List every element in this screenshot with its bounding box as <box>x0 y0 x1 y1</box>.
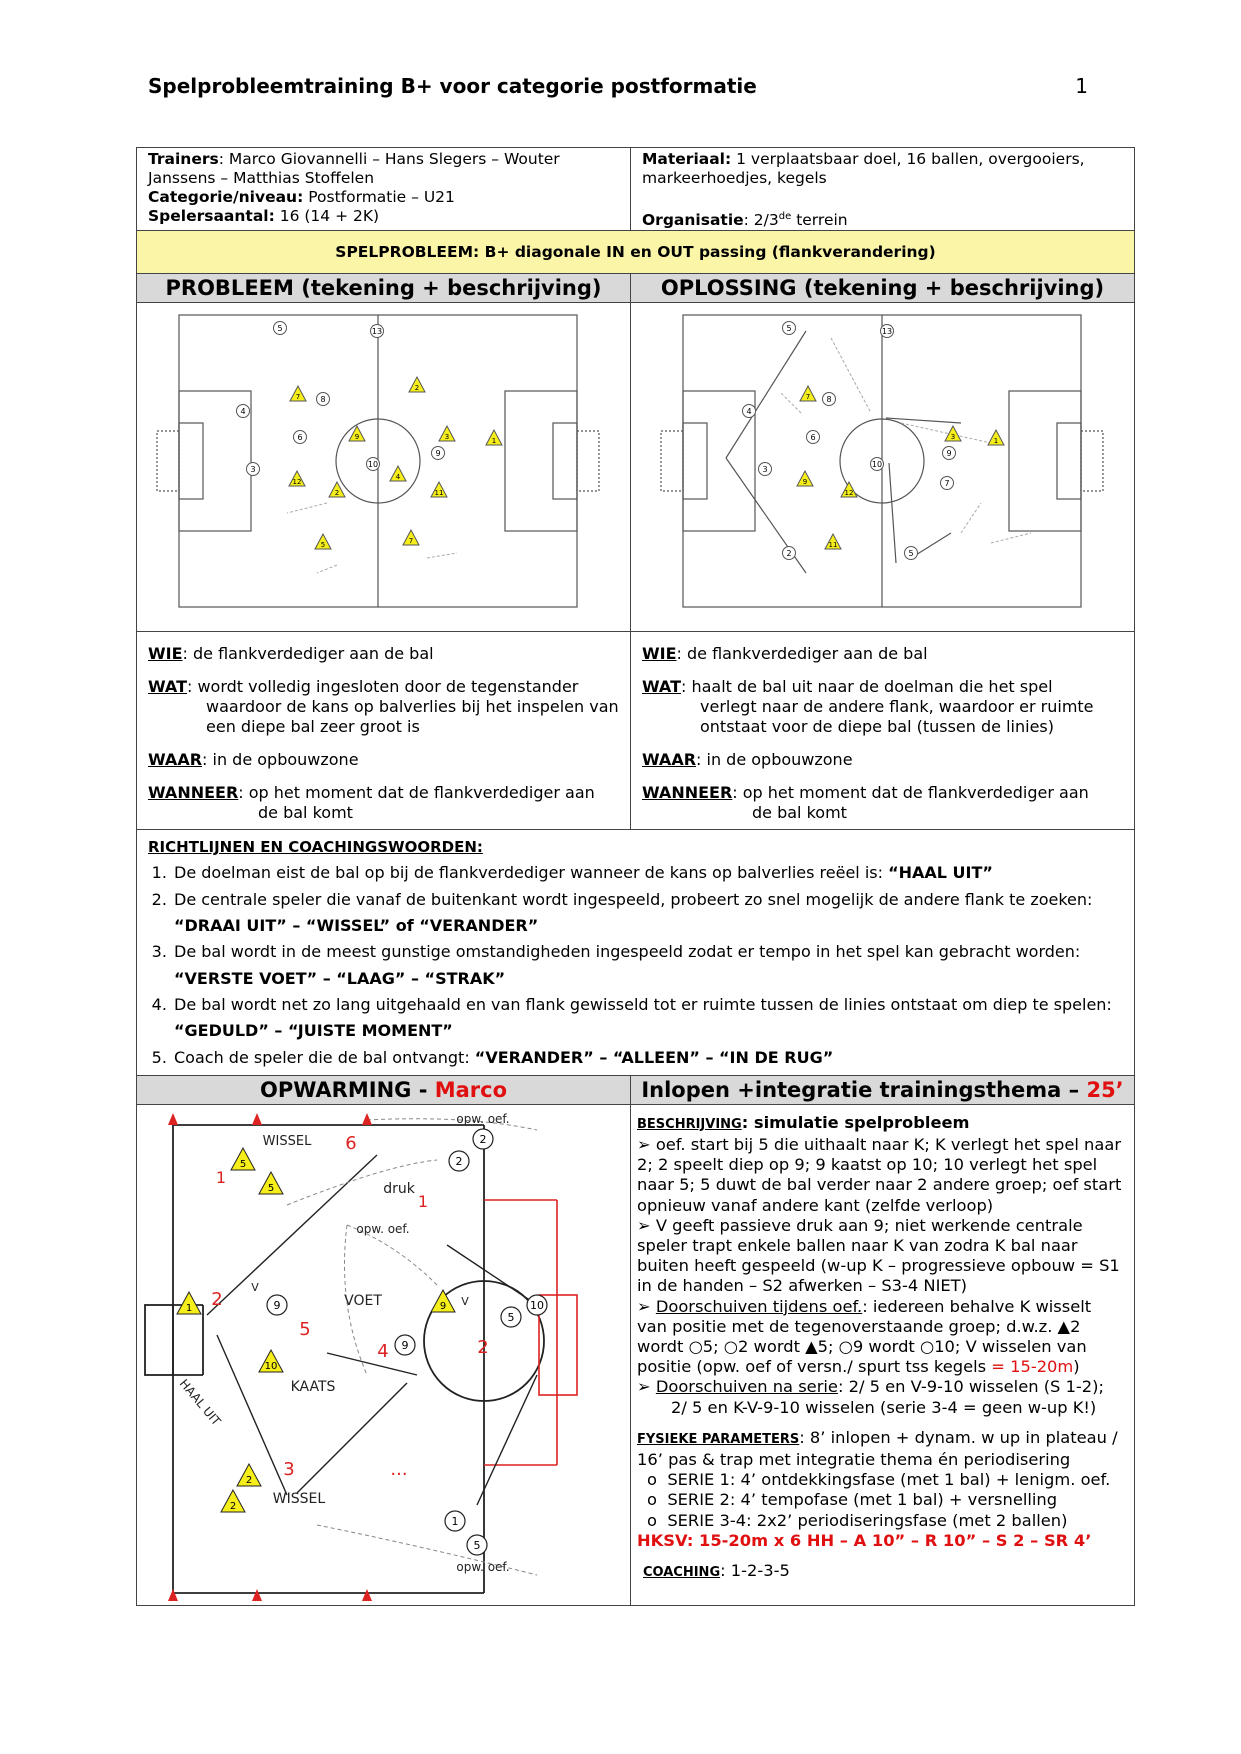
player-number: 3 <box>250 465 256 475</box>
warmup-opponent-number: 9 <box>439 1300 447 1312</box>
player-number: 9 <box>946 449 952 459</box>
richtlijnen-section: RICHTLIJNEN EN COACHINGSWOORDEN: 1. De doelman eist de bal op bij de flankverdediger wanneer de kans op balverlies reëel is: “HAAL UIT” 2. De centrale speler die vanaf de buitenkant wordt ingespeeld, probeert zo snel mogelijk de andere flank te zoeken: “DRAAI UIT” – “WISSEL” of “VERANDER” 3. De bal wordt in de meest gunstige omstandigheden ingespeeld zodat er tempo in het spel kan gebracht worden: “VERSTE VOET” – “LAAG” – “STRAK” 4. De bal wordt net zo lang uitgehaald en van flank gewisseld tot er ruimte tussen de linies ontstaat om diep te spelen: “GEDULD” – “JUISTE MOMENT” 5. Coach de speler die de bal ontvangt: “VERANDER” – “ALLEEN” – “IN DE RUG” <box>137 830 1135 1076</box>
warmup-player-number: 5 <box>507 1310 515 1324</box>
warmup-label: HAAL UIT <box>176 1376 224 1429</box>
probleem-drawing <box>137 303 631 632</box>
warmup-label: 5 <box>299 1318 311 1340</box>
opponent-number: 9 <box>354 433 360 442</box>
warmup-label: KAATS <box>290 1378 336 1395</box>
player-number: 2 <box>786 549 792 559</box>
cone-icon <box>168 1113 178 1125</box>
warmup-player-number: 9 <box>401 1338 409 1352</box>
warmup-label: 1 <box>215 1167 227 1187</box>
player-number: 13 <box>881 327 893 337</box>
warmup-opponent-number: 2 <box>229 1500 237 1512</box>
page-number: 1 <box>1075 74 1088 98</box>
page-header <box>148 74 1088 98</box>
warmup-player-number: 9 <box>273 1298 281 1312</box>
warmup-label: 2 <box>211 1288 223 1310</box>
richtlijn-item: 1. De doelman eist de bal op bij de flankverdediger wanneer de kans op balverlies reëel is: “HAAL UIT” <box>172 860 1124 886</box>
player-number: 6 <box>810 433 816 443</box>
opponent-number: 7 <box>295 393 301 402</box>
beschrijving-section: BESCHRIJVING: simulatie spelprobleem ➢ oef. start bij 5 die uithaalt naar K; K verlegt het spel naar 2; 2 speelt diep op 9; 9 kaatst op 10; 10 verlegt het spel naar 5; 5 duwt de bal verder naar 2 andere groep; oef start opnieuw vanaf andere kant (zelfde verloop) ➢ V geeft passieve druk aan 9; niet werkende centrale speler trapt enkele ballen naar K van zodra K bal naar buiten heeft gespeeld (w-up K – progressieve opbouw = S1 in de handen – S2 afwerken – S3-4 NIET) ➢ Doorschuiven tijdens oef.: iedereen behalve K wisselt van positie met de tegenoverstaande groep; d.w.z. ▲2 wordt ○5; ○2 wordt ▲5; ○9 wordt ○10; V wisselen van positie (opw. oef of versn./ spurt tss kegels = 15-20m) ➢ Doorschuiven na serie: 2/ 5 en V-9-10 wisselen (S 1-2); 2/ 5 en K-V-9-10 wisselen (serie 3-4 = geen w-up K!) FYSIEKE PARAMETERS: 8’ inlopen + dynam. w up in plateau / 16’ pas & trap met integratie thema én periodisering o SERIE 1: 4’ ontdekkingsfase (met 1 bal) + lenigm. oef. o SERIE 2: 4’ tempofase (met 1 bal) + versnelling o SERIE 3-4: 2x2’ periodiseringsfase (met 2 ballen) HKSV: 15-20m x 6 HH – A 10” – R 10” – S 2 – SR 4’ COACHING: 1-2-3-5 <box>631 1104 1135 1605</box>
warmup-label: ... <box>390 1458 408 1480</box>
warmup-player-number: 2 <box>455 1154 463 1168</box>
cone-icon <box>362 1113 372 1125</box>
richtlijn-item: 3. De bal wordt in de meest gunstige omstandigheden ingespeeld zodat er tempo in het spel kan gebracht worden: “VERSTE VOET” – “LAAG” – “STRAK” <box>172 939 1124 992</box>
warmup-player-number: 5 <box>473 1538 481 1552</box>
warmup-label: 4 <box>377 1340 389 1362</box>
cone-icon <box>168 1589 178 1601</box>
warmup-label: V <box>251 1280 259 1294</box>
opponent-number: 11 <box>434 489 444 498</box>
opponent-number: 4 <box>395 473 401 482</box>
opponent-number: 7 <box>408 537 414 546</box>
warmup-label: WISSEL <box>262 1133 312 1149</box>
training-sheet <box>136 147 1135 1606</box>
opponent-number: 9 <box>802 478 808 487</box>
opponent-number: 12 <box>292 478 302 487</box>
oplossing-drawing <box>631 303 1135 632</box>
opwarming-heading: OPWARMING - Marco <box>137 1075 631 1104</box>
player-number: 8 <box>826 395 832 405</box>
warmup-label: 1 <box>417 1191 429 1211</box>
warmup-label: opw. oef. <box>456 1559 510 1574</box>
probleem-heading: PROBLEEM (tekening + beschrijving) <box>137 274 631 303</box>
richtlijnen-list <box>148 860 1124 1070</box>
opponent-number: 1 <box>993 437 999 446</box>
player-number: 10 <box>871 460 883 470</box>
player-number: 8 <box>320 395 326 405</box>
info-left: Trainers: Marco Giovannelli – Hans Slegers – Wouter Janssens – Matthias Stoffelen Categorie/niveau: Postformatie – U21 Spelersaantal: 16 (14 + 2K) <box>137 148 631 231</box>
opponent-number: 1 <box>491 437 497 446</box>
richtlijn-item: 4. De bal wordt net zo lang uitgehaald en van flank gewisseld tot er ruimte tussen de linies ontstaat om diep te spelen: “GEDULD” – “JUISTE MOMENT” <box>172 992 1124 1045</box>
cone-icon <box>252 1113 262 1125</box>
warmup-label: V <box>461 1294 469 1308</box>
warmup-player-number: 1 <box>451 1514 459 1528</box>
player-number: 3 <box>762 465 768 475</box>
info-right: Materiaal: 1 verplaatsbaar doel, 16 ballen, overgooiers, markeerhoedjes, kegels Organisatie: 2/3de terrein <box>631 148 1135 231</box>
opponent-number: 2 <box>334 489 340 498</box>
opwarming-drawing <box>137 1104 631 1605</box>
warmup-player-number: 10 <box>530 1298 544 1312</box>
opponent-number: 2 <box>414 384 420 393</box>
warmup-opponent-number: 5 <box>239 1158 247 1170</box>
player-number: 5 <box>908 549 914 559</box>
player-number: 5 <box>277 324 283 334</box>
warmup-label: 6 <box>345 1132 357 1154</box>
cone-icon <box>362 1589 372 1601</box>
warmup-diagram <box>137 1105 611 1601</box>
inlopen-heading: Inlopen +integratie trainingsthema – 25’ <box>631 1075 1135 1104</box>
richtlijn-item: 2. De centrale speler die vanaf de buitenkant wordt ingespeeld, probeert zo snel mogelijk de andere flank te zoeken: “DRAAI UIT” – “WISSEL” of “VERANDER” <box>172 887 1124 940</box>
document-title: Spelprobleemtraining B+ voor categorie postformatie <box>148 74 757 98</box>
oplossing-description: WIE: de flankverdediger aan de bal WAT: haalt de bal uit naar de doelman die het spel verlegt naar de andere flank, waardoor er ruimte ontstaat voor de diepe bal (tussen de linies) WAAR: in de opbouwzone WANNEER: op het moment dat de flankverdediger aan de bal komt <box>631 632 1135 830</box>
warmup-label: WISSEL <box>272 1490 326 1507</box>
opponent-number: 11 <box>828 541 838 550</box>
spelprobleem-banner: SPELPROBLEEM: B+ diagonale IN en OUT passing (flankverandering) <box>137 231 1135 274</box>
warmup-player-number: 2 <box>479 1132 487 1146</box>
opponent-number: 7 <box>805 393 811 402</box>
warmup-label: 3 <box>283 1458 295 1480</box>
warmup-label: druk <box>383 1180 415 1197</box>
player-number: 6 <box>297 433 303 443</box>
player-number: 4 <box>240 407 246 417</box>
player-number: 5 <box>786 324 792 334</box>
warmup-label: opw. oef. <box>356 1221 410 1236</box>
warmup-opponent-number: 10 <box>264 1360 278 1372</box>
player-number: 7 <box>944 479 950 489</box>
warmup-opponent-number: 2 <box>245 1474 253 1486</box>
warmup-opponent-number: 1 <box>185 1302 193 1314</box>
cone-icon <box>252 1589 262 1601</box>
warmup-opponent-number: 5 <box>267 1182 275 1194</box>
pitch-diagram-oplossing <box>631 303 1135 627</box>
warmup-label: opw. oef. <box>456 1111 510 1126</box>
opponent-number: 3 <box>950 433 956 442</box>
opponent-number: 5 <box>320 541 326 550</box>
pitch-diagram-probleem <box>137 303 631 627</box>
player-number: 9 <box>435 449 441 459</box>
oplossing-heading: OPLOSSING (tekening + beschrijving) <box>631 274 1135 303</box>
probleem-description: WIE: de flankverdediger aan de bal WAT: wordt volledig ingesloten door de tegenstander waardoor de kans op balverlies bij het inspelen van een diepe bal zeer groot is WAAR: in de opbouwzone WANNEER: op het moment dat de flankverdediger aan de bal komt <box>137 632 631 830</box>
player-number: 13 <box>371 327 383 337</box>
richtlijn-item: 5. Coach de speler die de bal ontvangt: “VERANDER” – “ALLEEN” – “IN DE RUG” <box>172 1045 1124 1071</box>
player-number: 4 <box>746 407 752 417</box>
opponent-number: 12 <box>844 489 854 498</box>
opponent-number: 3 <box>444 433 450 442</box>
warmup-label: 2 <box>477 1336 489 1358</box>
warmup-label: VOET <box>344 1292 382 1309</box>
player-number: 10 <box>367 460 379 470</box>
